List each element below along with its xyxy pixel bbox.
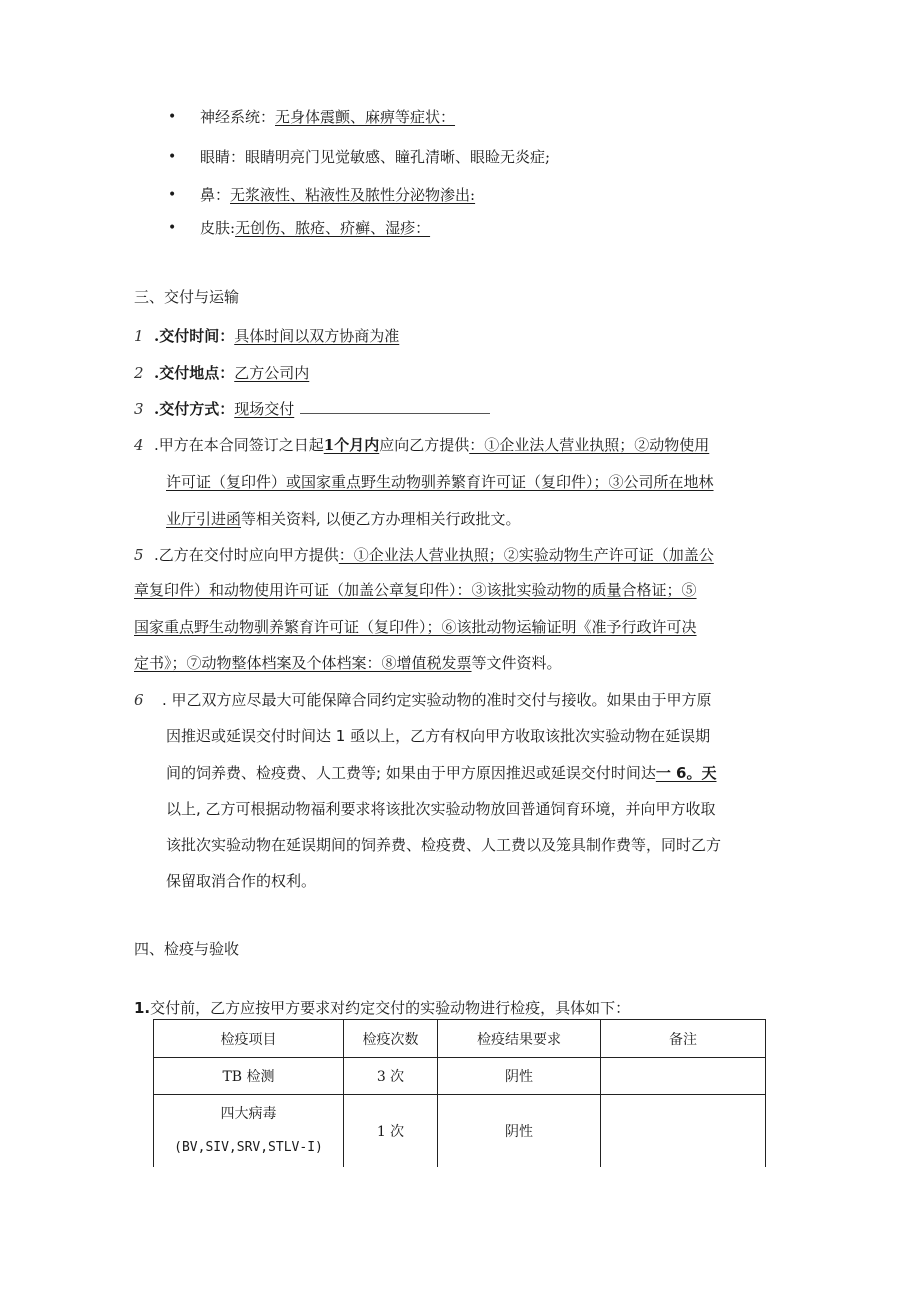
table-row [154,1058,766,1095]
item5-line4: 定书》；⑦动物整体档案及个体档案：⑧增值税发票等文件资料。 [134,654,562,672]
bullet-label: 神经系统： [200,108,276,126]
table-cell: 四大病毒 (BV,SIV,SRV,STLV-I) [154,1095,344,1168]
table-header-row [154,1020,766,1058]
table-cell: 1 次 [344,1095,438,1168]
table-cell: 阴性 [438,1095,601,1168]
delivery-place-item: 2 .交付地点：乙方公司内 [134,364,310,382]
bullet-label: 皮肤: [200,219,236,237]
item6-line2: 因推迟或延误交付时间达 1 亟以上，乙方有权向甲方收取该批次实验动物在延误期 [166,727,711,745]
table-cell [601,1095,766,1168]
bullet-dot-icon: • [168,187,177,203]
delivery-time-item: 1 .交付时间：具体时间以双方协商为准 [134,327,400,345]
table-cell: TB 检测 [154,1058,344,1095]
table-row [154,1095,766,1168]
table-header: 检疫结果要求 [438,1020,601,1058]
table-cell: 3 次 [344,1058,438,1095]
item5-line2: 章复印件）和动物使用许可证（加盖公章复印件）：③该批实验动物的质量合格证；⑤ [134,581,697,599]
item6-line1: 6 . 甲乙双方应尽最大可能保障合同约定实验动物的准时交付与接收。如果由于甲方原 [134,691,712,709]
item6-line5: 该批次实验动物在延误期间的饲养费、检疫费、人工费以及笼具制作费等，同时乙方 [166,836,722,854]
bullet-dot-icon: • [168,220,177,236]
table-header: 检疫项目 [154,1020,344,1058]
table-header: 备注 [601,1020,766,1058]
delivery-method-value: 现场交付 [234,400,295,418]
item4-line3: 业厅引进函等相关资料, 以便乙方办理相关行政批文。 [166,510,521,528]
delivery-place-value: 乙方公司内 [234,364,310,382]
table-header: 检疫次数 [344,1020,438,1058]
bullet-text: 无身体震颤、麻痹等症状： [275,108,456,126]
bullet-dot-icon: • [168,109,177,125]
delivery-time-value: 具体时间以双方协商为准 [234,327,400,345]
bullet-label: 眼睛： [200,148,246,166]
bullet-text: 无浆液性、粘液性及脓性分泌物渗出: [230,186,476,204]
section-heading: 三、交付与运输 [134,288,240,306]
table-cell: 阴性 [438,1058,601,1095]
item5-line1: 5 .乙方在交付时应向甲方提供：①企业法人营业执照；②实验动物生产许可证（加盖公 [134,546,714,564]
quarantine-intro: 1.交付前，乙方应按甲方要求对约定交付的实验动物进行检疫，具体如下： [134,999,631,1017]
item6-line3: 间的饲养费、检疫费、人工费等; 如果由于甲方原因推迟或延误交付时间达一 6。天 [166,764,717,782]
item6-line6: 保留取消合作的权利。 [166,872,317,890]
bullet-text: 眼睛明亮门见觉敏感、瞳孔清晰、眼睑无炎症; [245,148,551,166]
quarantine-table [153,1019,766,1167]
bullet-text: 无创伤、脓疮、疥癣、湿疹： [235,219,431,237]
item4-line1: 4 .甲方在本合同签订之日起1个月内应向乙方提供：①企业法人营业执照；②动物使用 [134,436,710,454]
delivery-method-item: 3 .交付方式：现场交付 [134,398,490,420]
blank-underline [300,399,490,414]
section-heading: 四、检疫与验收 [134,940,240,958]
item6-line4: 以上, 乙方可根据动物福利要求将该批次实验动物放回普通饲育环境，并向甲方收取 [166,800,716,818]
item4-line2: 许可证（复印件）或国家重点野生动物驯养繁育许可证（复印件）；③公司所在地林 [166,473,714,491]
bullet-dot-icon: • [168,149,177,165]
bullet-label: 鼻： [200,186,231,204]
table-cell [601,1058,766,1095]
item5-line3: 国家重点野生动物驯养繁育许可证（复印件）；⑥该批动物运输证明《准予行政许可决 [134,618,697,636]
